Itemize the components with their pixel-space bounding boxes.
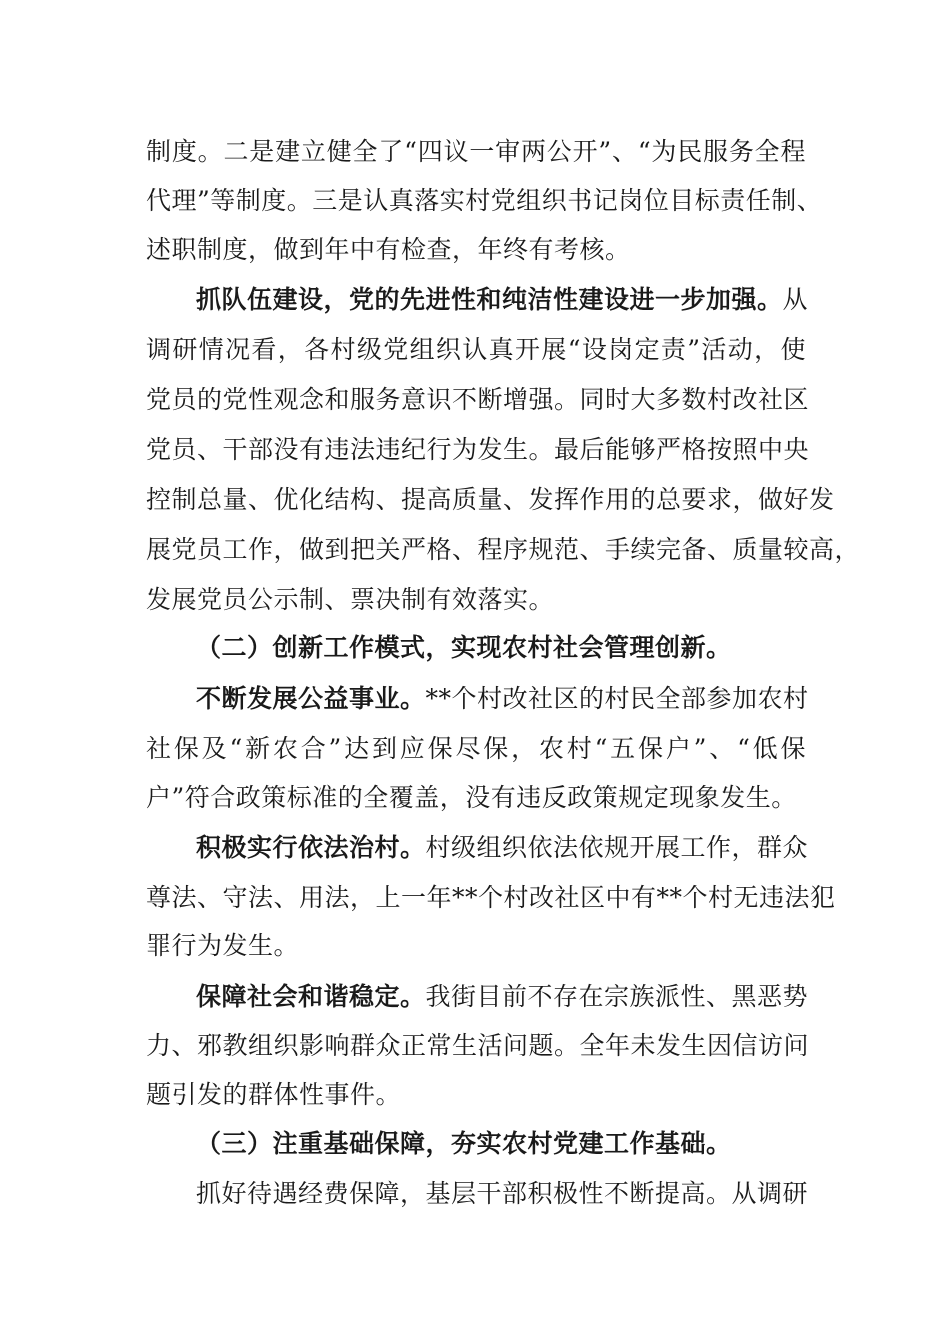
text-segment: 发展党员公示制、票决制有效落实。 [146, 585, 555, 614]
paragraph-lead-heading: 不断发展公益事业。 [196, 684, 426, 713]
text-segment: 制度。二是建立健全了“四议一审两公开”、“为民服务全程 [146, 137, 806, 166]
text-segment: 展党员工作，做到把关严格、程序规范、手续完备、质量较高， [146, 535, 861, 564]
paragraph-start-social-stability [196, 977, 809, 1017]
text-segment: 调研情况看，各村级党组织认真开展“设岗定责”活动，使 [146, 335, 806, 364]
paragraph-start-rule-of-law [196, 828, 809, 868]
text-segment: 力、邪教组织影响群众正常生活问题。全年未发生因信访问 [146, 1031, 810, 1060]
text-segment: 题引发的群体性事件。 [146, 1080, 402, 1109]
paragraph-start-public-welfare [196, 679, 809, 719]
text-segment: 我街目前不存在宗族派性、黑恶势 [425, 982, 809, 1011]
text-line-17 [146, 926, 806, 966]
paragraph-start-funding [196, 1174, 809, 1214]
text-line-10 [146, 580, 806, 620]
text-line-7 [146, 430, 810, 470]
text-line-6 [146, 380, 810, 420]
text-segment: 控制总量、优化结构、提高质量、发挥作用的总要求，做好发 [146, 485, 835, 514]
text-line-16 [146, 878, 836, 918]
paragraph-lead-heading: 保障社会和谐稳定。 [196, 982, 426, 1011]
text-line-19 [146, 1026, 810, 1066]
text-segment: 从 [782, 285, 809, 314]
text-segment: 党员、干部没有违法违纪行为发生。最后能够严格按照中央 [146, 435, 810, 464]
text-line-1 [146, 132, 806, 172]
section-heading-3 [196, 1124, 856, 1164]
paragraph-start-team-building [196, 280, 809, 320]
text-segment: **个村改社区的村民全部参加农村 [425, 684, 809, 713]
text-line-5 [146, 330, 806, 370]
section-heading-2 [196, 628, 856, 668]
text-segment: 述职制度，做到年中有检查，年终有考核。 [146, 235, 631, 264]
text-segment: 尊法、守法、用法，上一年**个村改社区中有**个村无违法犯 [146, 883, 836, 912]
text-line-20 [146, 1075, 806, 1115]
text-segment: 村级组织依法依规开展工作，群众 [425, 833, 809, 862]
text-segment: 抓好待遇经费保障，基层干部积极性不断提高。从调研 [196, 1179, 809, 1208]
paragraph-lead-heading: 积极实行依法治村。 [196, 833, 426, 862]
section-heading-text: （三）注重基础保障，夯实农村党建工作基础。 [196, 1129, 732, 1158]
text-line-8 [146, 480, 835, 520]
text-line-14 [146, 778, 806, 818]
text-segment: 代理”等制度。三是认真落实村党组织书记岗位目标责任制、 [146, 186, 823, 215]
text-segment: 罪行为发生。 [146, 931, 300, 960]
text-line-2 [146, 181, 823, 221]
paragraph-lead-heading: 抓队伍建设，党的先进性和纯洁性建设进一步加强。 [196, 285, 783, 314]
text-line-9 [146, 530, 861, 570]
text-line-3 [146, 230, 806, 270]
text-segment: 党员的党性观念和服务意识不断增强。同时大多数村改社区 [146, 385, 810, 414]
text-segment: 户”符合政策标准的全覆盖，没有违反政策规定现象发生。 [146, 783, 797, 812]
text-segment: 社保及“新农合”达到应保尽保，农村“五保户”、“低保 [146, 734, 806, 763]
text-line-13 [146, 729, 806, 769]
section-heading-text: （二）创新工作模式，实现农村社会管理创新。 [196, 633, 732, 662]
